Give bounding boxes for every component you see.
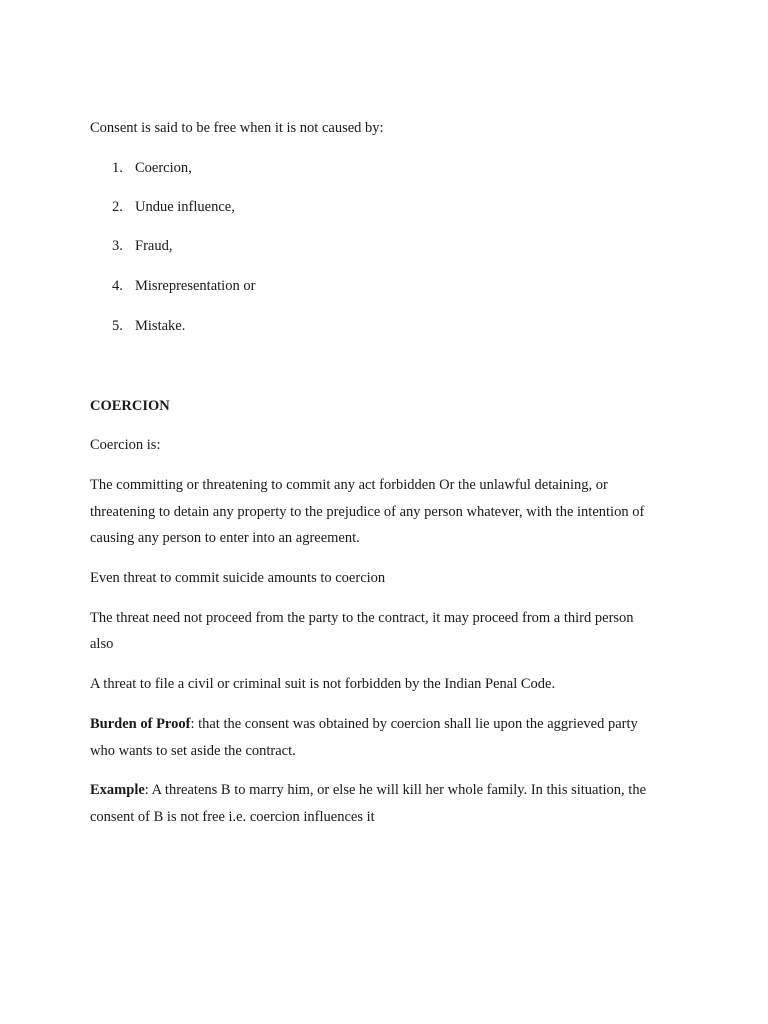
coercion-is-text: Coercion is:: [90, 437, 161, 453]
burden-text: : that the consent was obtained by coercion shall lie upon the aggrieved party: [190, 716, 638, 732]
list-item-number: 2.: [112, 199, 123, 215]
example-label: Example: [90, 782, 145, 798]
intro-text: Consent is said to be free when it is not caused by:: [90, 120, 384, 136]
list-item-number: 4.: [112, 278, 123, 294]
list-item-number: 3.: [112, 238, 123, 254]
burden-label: Burden of Proof: [90, 716, 191, 732]
paragraph-line: who wants to set aside the contract.: [90, 743, 296, 759]
paragraph-line: [90, 715, 638, 733]
example-text: : A threatens B to marry him, or else he will kill her whole family. In this situation, the: [144, 782, 647, 798]
list-item-text: Mistake.: [135, 318, 186, 334]
paragraph-line: The committing or threatening to commit any act forbidden Or the unlawful detaining, or: [90, 477, 608, 493]
suicide-paragraph: Even threat to commit suicide amounts to coercion: [90, 570, 386, 586]
paragraph-line: causing any person to enter into an agreement.: [90, 530, 360, 546]
paragraph-line: The threat need not proceed from the party to the contract, it may proceed from a third person: [90, 610, 634, 626]
section-heading: COERCION: [90, 398, 170, 414]
list-item-text: Misrepresentation or: [135, 278, 256, 294]
paragraph-line: [90, 781, 646, 799]
list-item-text: Coercion,: [135, 160, 192, 176]
list-item-text: Undue influence,: [135, 199, 235, 215]
civil-suit-paragraph: A threat to file a civil or criminal suit is not forbidden by the Indian Penal Code.: [90, 676, 556, 692]
paragraph-line: threatening to detain any property to the prejudice of any person whatever, with the intention of: [90, 504, 645, 520]
list-item-text: Fraud,: [135, 238, 173, 254]
list-item-number: 5.: [112, 318, 123, 334]
paragraph-line: consent of B is not free i.e. coercion influences it: [90, 809, 375, 825]
paragraph-line: also: [90, 636, 114, 652]
list-item-number: 1.: [112, 160, 123, 176]
